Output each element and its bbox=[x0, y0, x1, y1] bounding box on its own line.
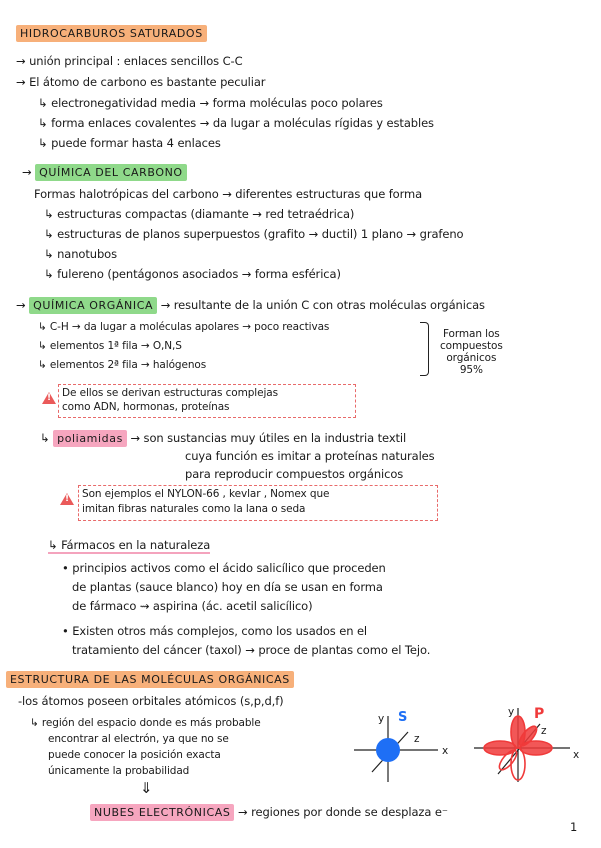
organic-heading-arrow: → bbox=[16, 298, 26, 312]
page-title bbox=[16, 25, 207, 42]
orbital-s-axis-x-label: x bbox=[442, 745, 449, 757]
intro-sub-3: ↳ puede formar hasta 4 enlaces bbox=[38, 136, 221, 150]
carbon-sub-1: ↳ estructuras compactas (diamante → red tetraédrica) bbox=[44, 207, 355, 221]
organic-sub-2: ↳ elementos 1ª fila → O,N,S bbox=[38, 340, 182, 352]
organic-brace-note bbox=[440, 328, 503, 376]
organic-warning-text bbox=[62, 386, 278, 414]
drugs-bullet-2-line-1: • Existen otros más complejos, como los usados en el bbox=[62, 624, 368, 638]
intro-line-1: → unión principal : enlaces sencillos C-C bbox=[16, 54, 243, 68]
drugs-heading bbox=[48, 538, 210, 553]
organic-warning-line-1: De ellos se derivan estructuras complejas bbox=[62, 387, 278, 399]
drugs-bullet-1-line-2: de plantas (sauce blanco) hoy en día se usan en forma bbox=[72, 580, 383, 594]
nubes-line-rest: → regiones por donde se desplaza e⁻ bbox=[238, 805, 448, 819]
intro-line-2: → El átomo de carbono es bastante peculiar bbox=[16, 75, 266, 89]
polyamide-line-2: cuya función es imitar a proteínas naturales bbox=[185, 449, 435, 463]
organic-sub-1: ↳ C-H → da lugar a moléculas apolares → poco reactivas bbox=[38, 321, 330, 333]
down-arrow-icon: ⇓ bbox=[140, 779, 153, 797]
structure-line-1: -los átomos poseen orbitales atómicos (s,p,d,f) bbox=[18, 694, 284, 708]
brace-note-line-4: 95% bbox=[459, 364, 483, 376]
polyamide-warning-line-2: imitan fibras naturales como la lana o seda bbox=[82, 503, 306, 515]
intro-sub-2: ↳ forma enlaces covalentes → da lugar a moléculas rígidas y estables bbox=[38, 116, 434, 130]
carbon-line-1: Formas halotrópicas del carbono → diferentes estructuras que forma bbox=[34, 187, 423, 201]
structure-sub-1: ↳ región del espacio donde es más probable bbox=[30, 717, 261, 729]
organic-brace bbox=[420, 322, 429, 376]
carbon-heading-line bbox=[22, 164, 187, 181]
brace-note-line-1: Forman los bbox=[442, 328, 500, 340]
carbon-sub-2: ↳ estructuras de planos superpuestos (grafito → ductil) 1 plano → grafeno bbox=[44, 227, 464, 241]
polyamide-heading-line bbox=[40, 430, 406, 447]
drugs-heading-text: ↳ Fármacos en la naturaleza bbox=[48, 538, 211, 552]
page-number: 1 bbox=[570, 820, 578, 834]
organic-heading: QUÍMICA ORGÁNICA bbox=[29, 297, 157, 314]
structure-heading: ESTRUCTURA DE LAS MOLÉCULAS ORGÁNICAS bbox=[6, 671, 294, 688]
orbital-s-label: S bbox=[398, 710, 408, 725]
orbital-p-axis-x-label: x bbox=[573, 749, 580, 761]
polyamide-warning-text bbox=[82, 487, 329, 517]
orbital-s-axis-y-label: y bbox=[378, 713, 385, 725]
polyamide-heading: poliamidas bbox=[53, 430, 127, 447]
orbital-s-sphere bbox=[376, 738, 400, 762]
organic-warning-line-2: como ADN, hormonas, proteínas bbox=[62, 401, 230, 413]
structure-sub-4: únicamente la probabilidad bbox=[48, 765, 190, 777]
drugs-bullet-2-line-2: tratamiento del cáncer (taxol) → proce de plantas como el Tejo. bbox=[72, 643, 431, 657]
orbital-p-label: P bbox=[534, 706, 545, 722]
intro-sub-1: ↳ electronegatividad media → forma moléculas poco polares bbox=[38, 96, 383, 110]
orbital-p-axis-y-label: y bbox=[508, 706, 515, 718]
warning-icon bbox=[60, 493, 74, 505]
carbon-heading: QUÍMICA DEL CARBONO bbox=[35, 164, 187, 181]
warning-icon bbox=[42, 392, 56, 404]
structure-heading-line bbox=[6, 671, 294, 688]
structure-sub-2: encontrar al electrón, ya que no se bbox=[48, 733, 229, 745]
nubes-heading: NUBES ELECTRÓNICAS bbox=[90, 804, 234, 821]
structure-sub-3: puede conocer la posición exacta bbox=[48, 749, 221, 761]
title-highlight: HIDROCARBUROS SATURADOS bbox=[16, 25, 207, 42]
nubes-line bbox=[90, 804, 448, 821]
carbon-heading-arrow: → bbox=[22, 165, 32, 179]
polyamide-line-rest: → son sustancias muy útiles en la industria textil bbox=[130, 431, 407, 445]
brace-note-line-2: compuestos bbox=[440, 340, 503, 352]
organic-sub-3: ↳ elementos 2ª fila → halógenos bbox=[38, 359, 207, 371]
polyamide-line-3: para reproducir compuestos orgánicos bbox=[185, 467, 404, 481]
drugs-bullet-1-line-3: de fármaco ⇝ aspirina (ác. acetil salicílico) bbox=[72, 599, 313, 613]
organic-heading-line bbox=[16, 297, 485, 314]
drugs-bullet-1-line-1: • principios activos como el ácido salicílico que proceden bbox=[62, 561, 386, 575]
polyamide-warning-line-1: Son ejemplos el NYLON-66 , kevlar , Nomex que bbox=[82, 488, 330, 500]
orbital-p-diagram bbox=[470, 704, 580, 790]
orbital-p-axis-z-label: z bbox=[541, 725, 547, 737]
carbon-sub-3: ↳ nanotubos bbox=[44, 247, 117, 261]
orbital-s-axis-z-label: z bbox=[414, 733, 420, 745]
carbon-sub-4: ↳ fulereno (pentágonos asociados → forma esférica) bbox=[44, 267, 341, 281]
brace-note-line-3: orgánicos bbox=[446, 352, 497, 364]
organic-line-rest: → resultante de la unión C con otras moléculas orgánicas bbox=[160, 298, 485, 312]
polyamide-arrow: ↳ bbox=[40, 431, 50, 445]
